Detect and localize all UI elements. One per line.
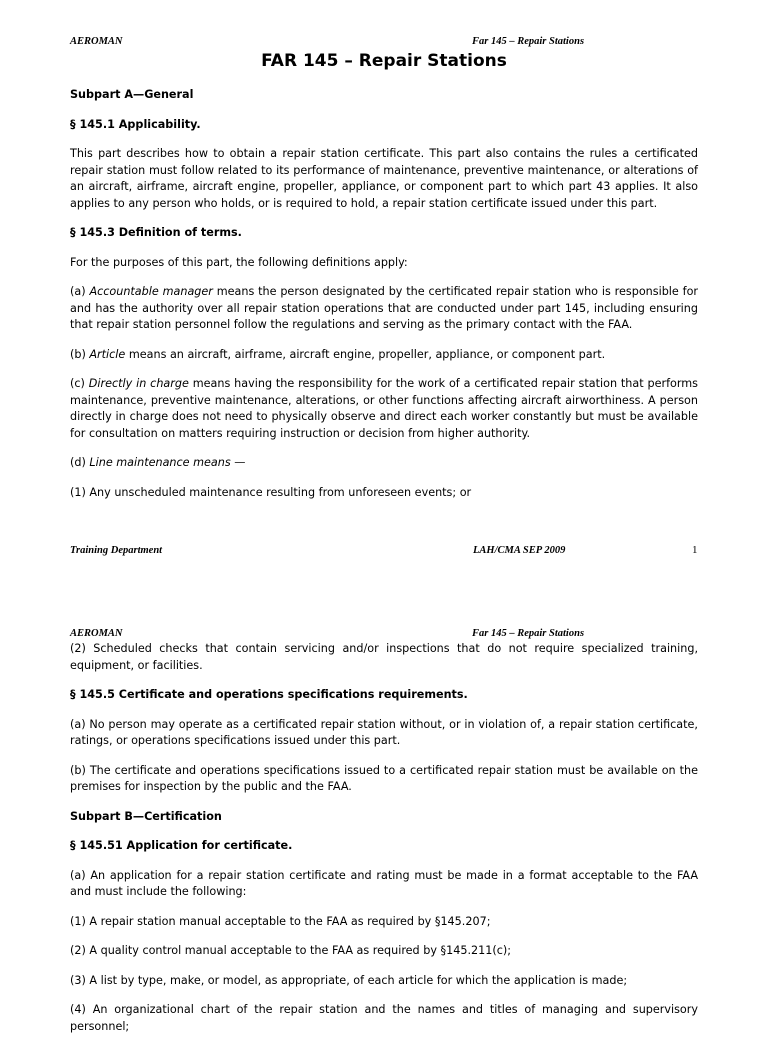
definition-a bbox=[70, 284, 698, 334]
section-145-1-heading: § 145.1 Applicability. bbox=[70, 117, 201, 131]
definition-d-prefix: (d) bbox=[70, 456, 90, 469]
definition-c-term: Directly in charge bbox=[88, 377, 189, 390]
page1-header-left: AEROMAN bbox=[70, 36, 123, 47]
page2-header-left: AEROMAN bbox=[70, 628, 123, 639]
section-145-51-a2: (2) A quality control manual acceptable to the FAA as required by §145.211(c); bbox=[70, 944, 512, 957]
page2-body bbox=[70, 641, 698, 1048]
page2-header-right: Far 145 – Repair Stations bbox=[472, 628, 585, 639]
definition-c bbox=[70, 376, 698, 442]
page1-body bbox=[70, 87, 698, 514]
section-145-5-heading: § 145.5 Certificate and operations specifications requirements. bbox=[70, 688, 468, 701]
subpart-b-heading: Subpart B—Certification bbox=[70, 809, 222, 823]
definition-c-text: means having the responsibility for the work of a certificated repair station that performs maintenance, preventive maintenance, alterations, or other functions affecting aircraft airworthiness. A person directly in charge does not need to physically observe and direct each worker constantly but must be available for consultation on matters requiring instruction or decision from higher authority. bbox=[70, 377, 699, 440]
definition-c-prefix: (c) bbox=[70, 377, 89, 390]
definition-a-term: Accountable manager bbox=[89, 285, 213, 298]
definition-b-term: Article bbox=[89, 347, 126, 361]
page1-header-right: Far 145 – Repair Stations bbox=[472, 36, 585, 47]
section-145-51-a4: (4) An organizational chart of the repair station and the names and titles of managing and supervisory personnel; bbox=[70, 1003, 698, 1033]
section-145-51-a1: (1) A repair station manual acceptable to the FAA as required by §145.207; bbox=[70, 914, 491, 928]
definition-b-text: means an aircraft, airframe, aircraft engine, propeller, appliance, or component part. bbox=[125, 347, 606, 361]
definition-a-text: means the person designated by the certificated repair station who is responsible for and has the authority over all repair station operations that are conducted under part 145, including ensuring that repair station personnel follow the regulations and serving as the primary contact with the FAA. bbox=[70, 285, 699, 331]
section-145-51-heading: § 145.51 Application for certificate. bbox=[70, 839, 293, 852]
section-145-5-b: (b) The certificate and operations specifications issued to a certificated repair station must be available on the premises for inspection by the public and the FAA. bbox=[70, 763, 698, 793]
section-145-5-a: (a) No person may operate as a certificated repair station without, or in violation of, a repair station certificate, ratings, or operations specifications issued under this part. bbox=[70, 717, 698, 747]
definition-d-item-2: (2) Scheduled checks that contain servicing and/or inspections that do not require specialized training, equipment, or facilities. bbox=[70, 642, 698, 672]
section-145-3-intro: For the purposes of this part, the following definitions apply: bbox=[70, 255, 408, 269]
page-number: 1 bbox=[692, 544, 698, 556]
definition-d-item-1: (1) Any unscheduled maintenance resulting from unforeseen events; or bbox=[70, 485, 472, 499]
definition-d-term: Line maintenance means — bbox=[89, 456, 246, 469]
definition-d bbox=[70, 455, 698, 472]
page1-footer-center: LAH/CMA SEP 2009 bbox=[473, 545, 566, 556]
page1-footer-left: Training Department bbox=[70, 545, 163, 556]
definition-b bbox=[70, 347, 698, 364]
subpart-a-heading: Subpart A—General bbox=[70, 88, 194, 101]
definition-a-prefix: (a) bbox=[70, 285, 90, 298]
section-145-51-a3: (3) A list by type, make, or model, as appropriate, of each article for which the application is made; bbox=[70, 973, 628, 987]
section-145-51-a: (a) An application for a repair station certificate and rating must be made in a format acceptable to the FAA and must include the following: bbox=[70, 868, 698, 898]
section-145-1-text: This part describes how to obtain a repair station certificate. This part also contains the rules a certificated repair station must follow related to its performance of maintenance, preventive maintenance, or alterations of an aircraft, airframe, aircraft engine, propeller, appliance, or component part to which part 43 applies. It also applies to any person who holds, or is required to hold, a repair station certificate issued under this part. bbox=[70, 147, 698, 210]
section-145-3-heading: § 145.3 Definition of terms. bbox=[70, 226, 242, 239]
definition-b-prefix: (b) bbox=[70, 347, 90, 361]
page-title: FAR 145 – Repair Stations bbox=[261, 51, 507, 71]
